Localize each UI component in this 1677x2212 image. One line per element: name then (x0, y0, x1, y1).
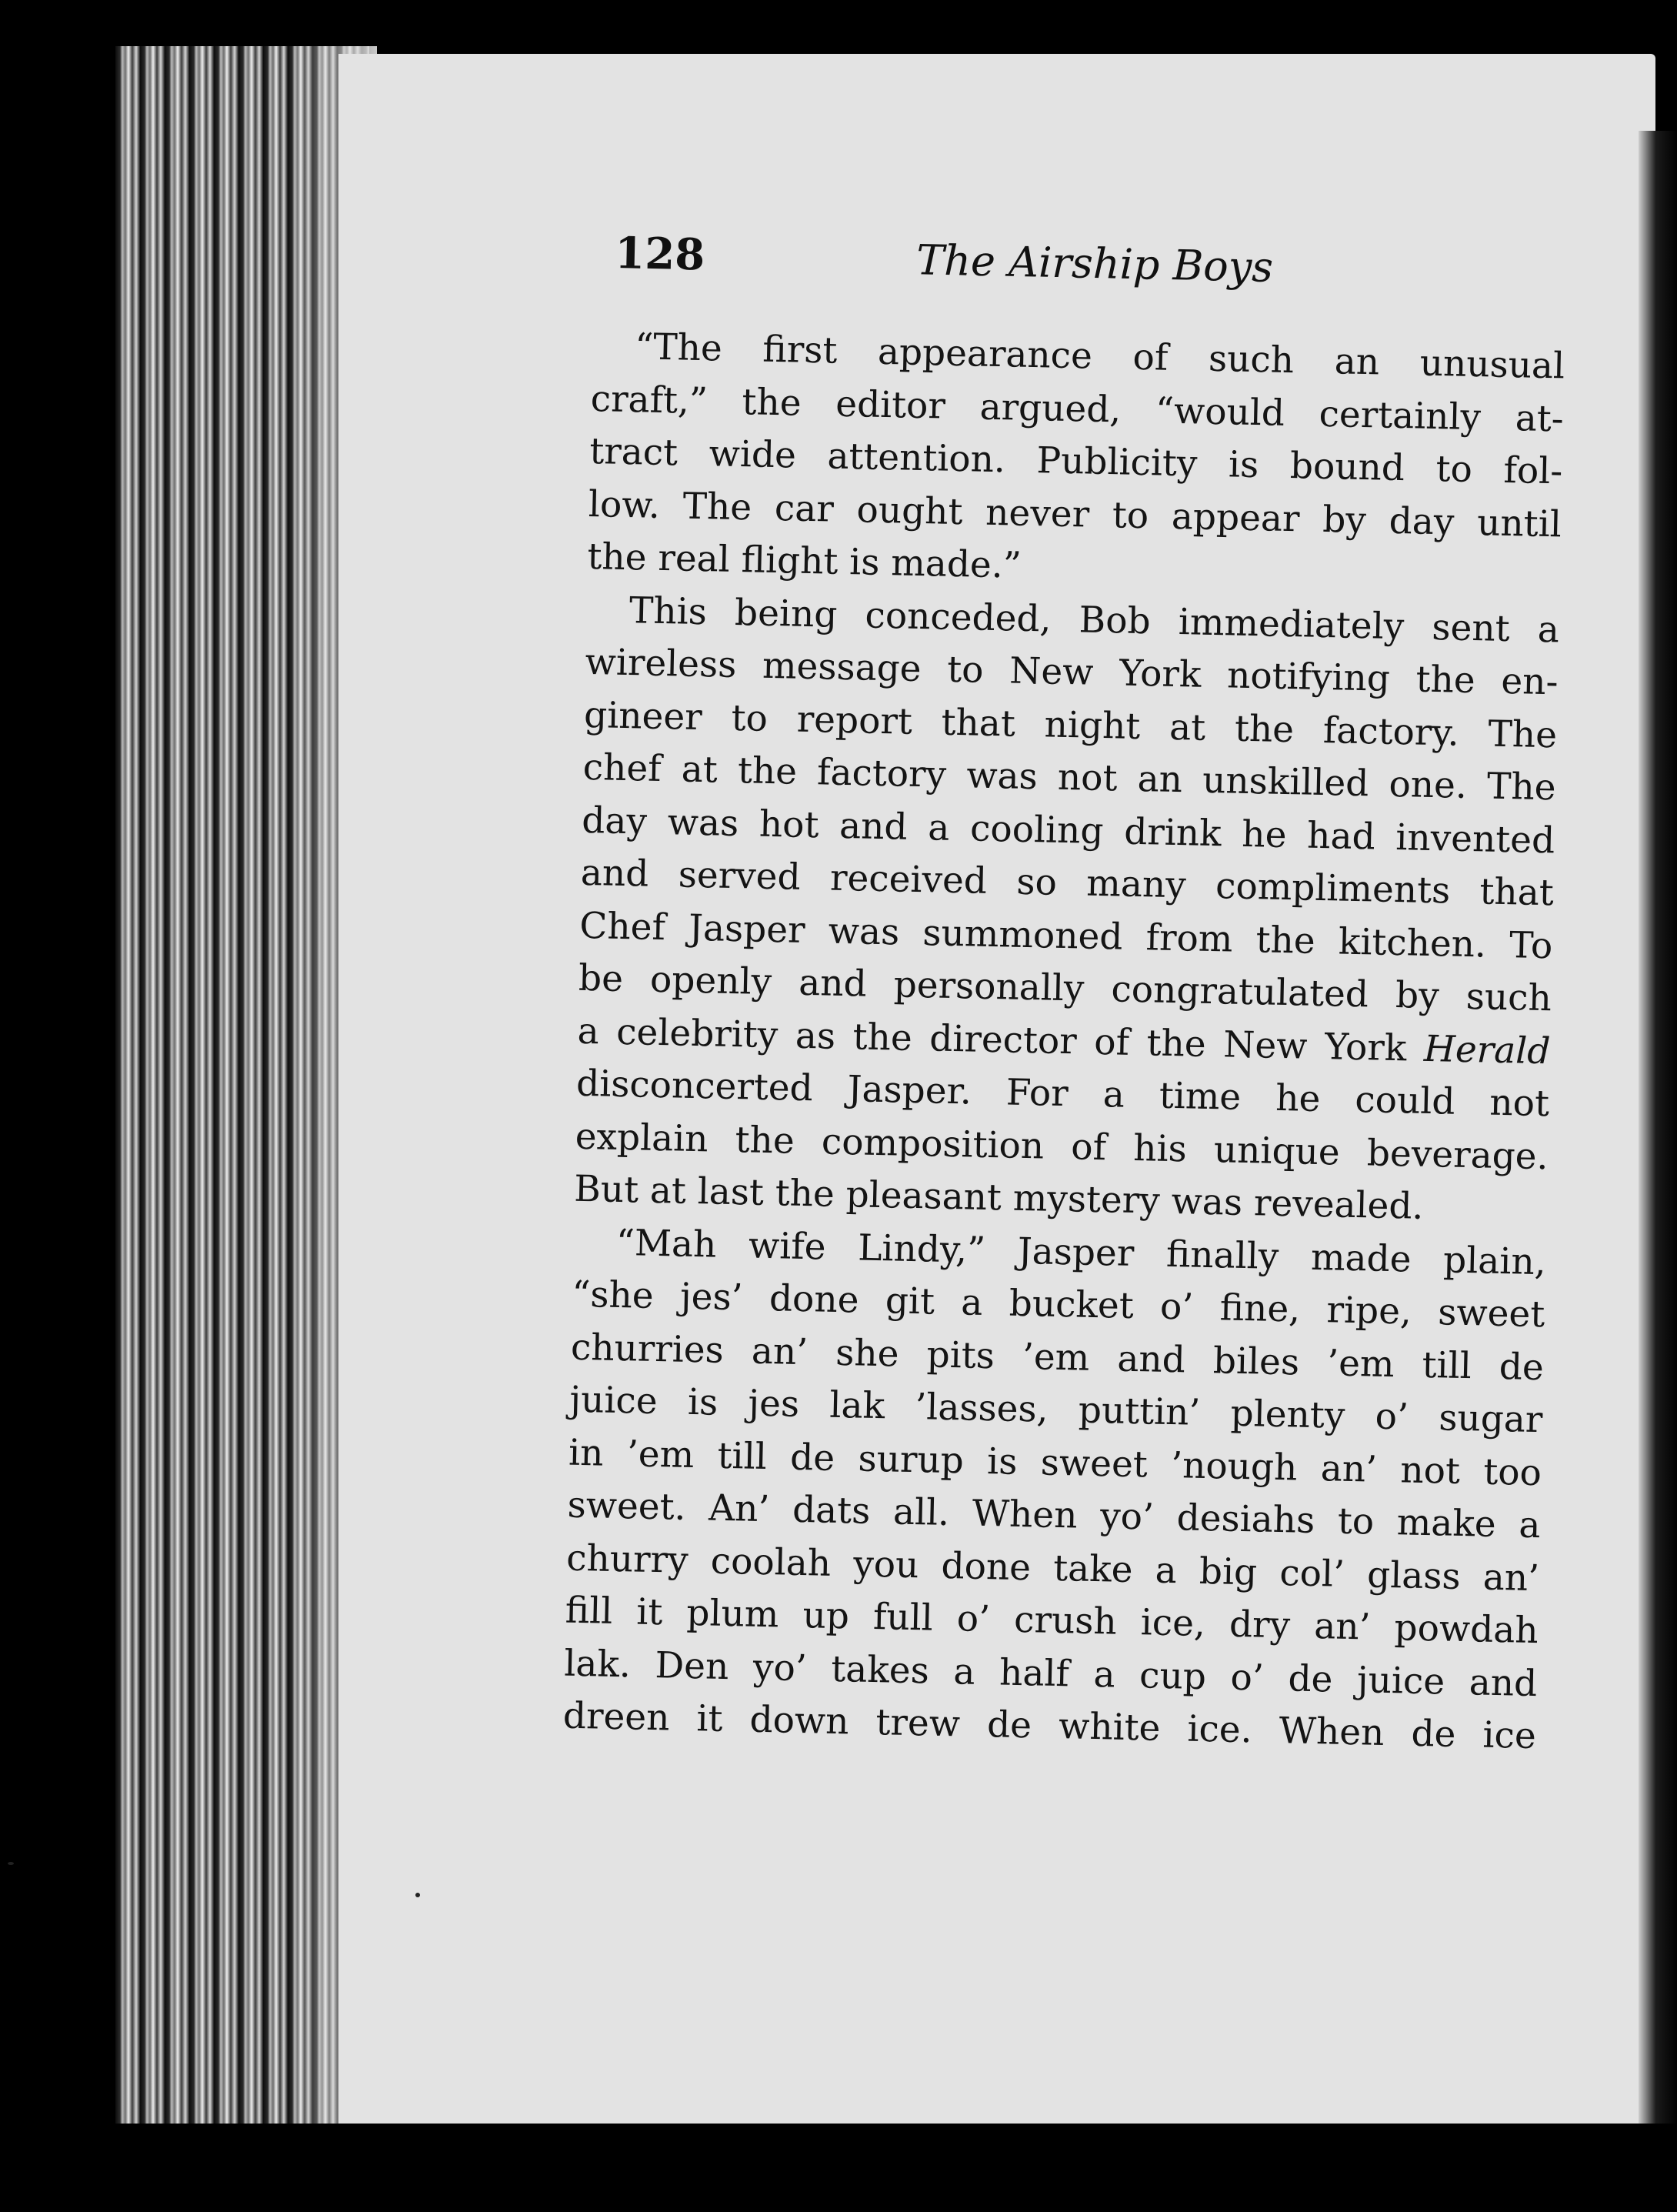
text-line: in ’em till de surup is sweet ’nough an’ not too (568, 1431, 1542, 1494)
text-line: gineer to report that night at the factory. The (583, 693, 1558, 756)
text-line: low. The car ought never to appear by day until (588, 482, 1562, 545)
body-text (562, 320, 1565, 1763)
text-line: chef at the factory was not an unskilled one. The (582, 746, 1557, 809)
text-line: craft,” the editor argued, “would certainly at- (590, 377, 1565, 440)
text-line: be openly and personally congratulated by such (578, 956, 1552, 1020)
text-line: the real flight is made.” (586, 535, 1022, 587)
text-line: “The first appearance of such an unusual (634, 325, 1565, 388)
page-number: 128 (614, 228, 705, 281)
text-line: dreen it down trew de white ice. When de ice (562, 1694, 1537, 1758)
italic-word: Herald (1423, 1027, 1551, 1073)
text-line: wireless message to New York notifying the en- (585, 640, 1559, 704)
text-line: disconcerted Jasper. For a time he could not (575, 1062, 1550, 1126)
text-line: churries an’ she pits ’em and biles ’em till de (570, 1326, 1545, 1389)
text-line: “Mah wife Lindy,” Jasper finally made plain, (615, 1221, 1547, 1283)
scan-speck (8, 1862, 14, 1865)
text-line: churry coolah you done take a big col’ glass an’ (565, 1536, 1540, 1600)
text-line: juice is jes lak ’lasses, puttin’ plenty o’ sugar (569, 1378, 1543, 1442)
right-page-shadow (1639, 131, 1677, 2124)
running-title: The Airship Boys (915, 235, 1274, 292)
text-line: explain the composition of his unique beverage. (575, 1115, 1549, 1178)
text-line: a celebrity as the director of the New York Herald (577, 1009, 1551, 1073)
scan-speck (415, 1893, 420, 1897)
text-line: sweet. An’ dats all. When yo’ desiahs to make a (567, 1483, 1542, 1547)
text-line: But at last the pleasant mystery was revealed. (573, 1167, 1425, 1228)
text-line: fill it plum up full o’ crush ice, dry an’ powdah (565, 1589, 1539, 1653)
text-line: “she jes’ done git a bucket o’ fine, ripe, sweet (571, 1273, 1545, 1336)
text-line: tract wide attention. Publicity is bound to fol- (588, 429, 1563, 493)
running-head (614, 228, 1285, 311)
text-line: and served received so many compliments that (580, 851, 1555, 915)
text-line: Chef Jasper was summoned from the kitchen. To (578, 904, 1553, 967)
text-line: lak. Den yo’ takes a half a cup o’ de juice and (563, 1642, 1538, 1705)
text-line: This being conceded, Bob immediately sent a (628, 589, 1560, 651)
text-line: day was hot and a cooling drink he had invented (581, 799, 1555, 862)
